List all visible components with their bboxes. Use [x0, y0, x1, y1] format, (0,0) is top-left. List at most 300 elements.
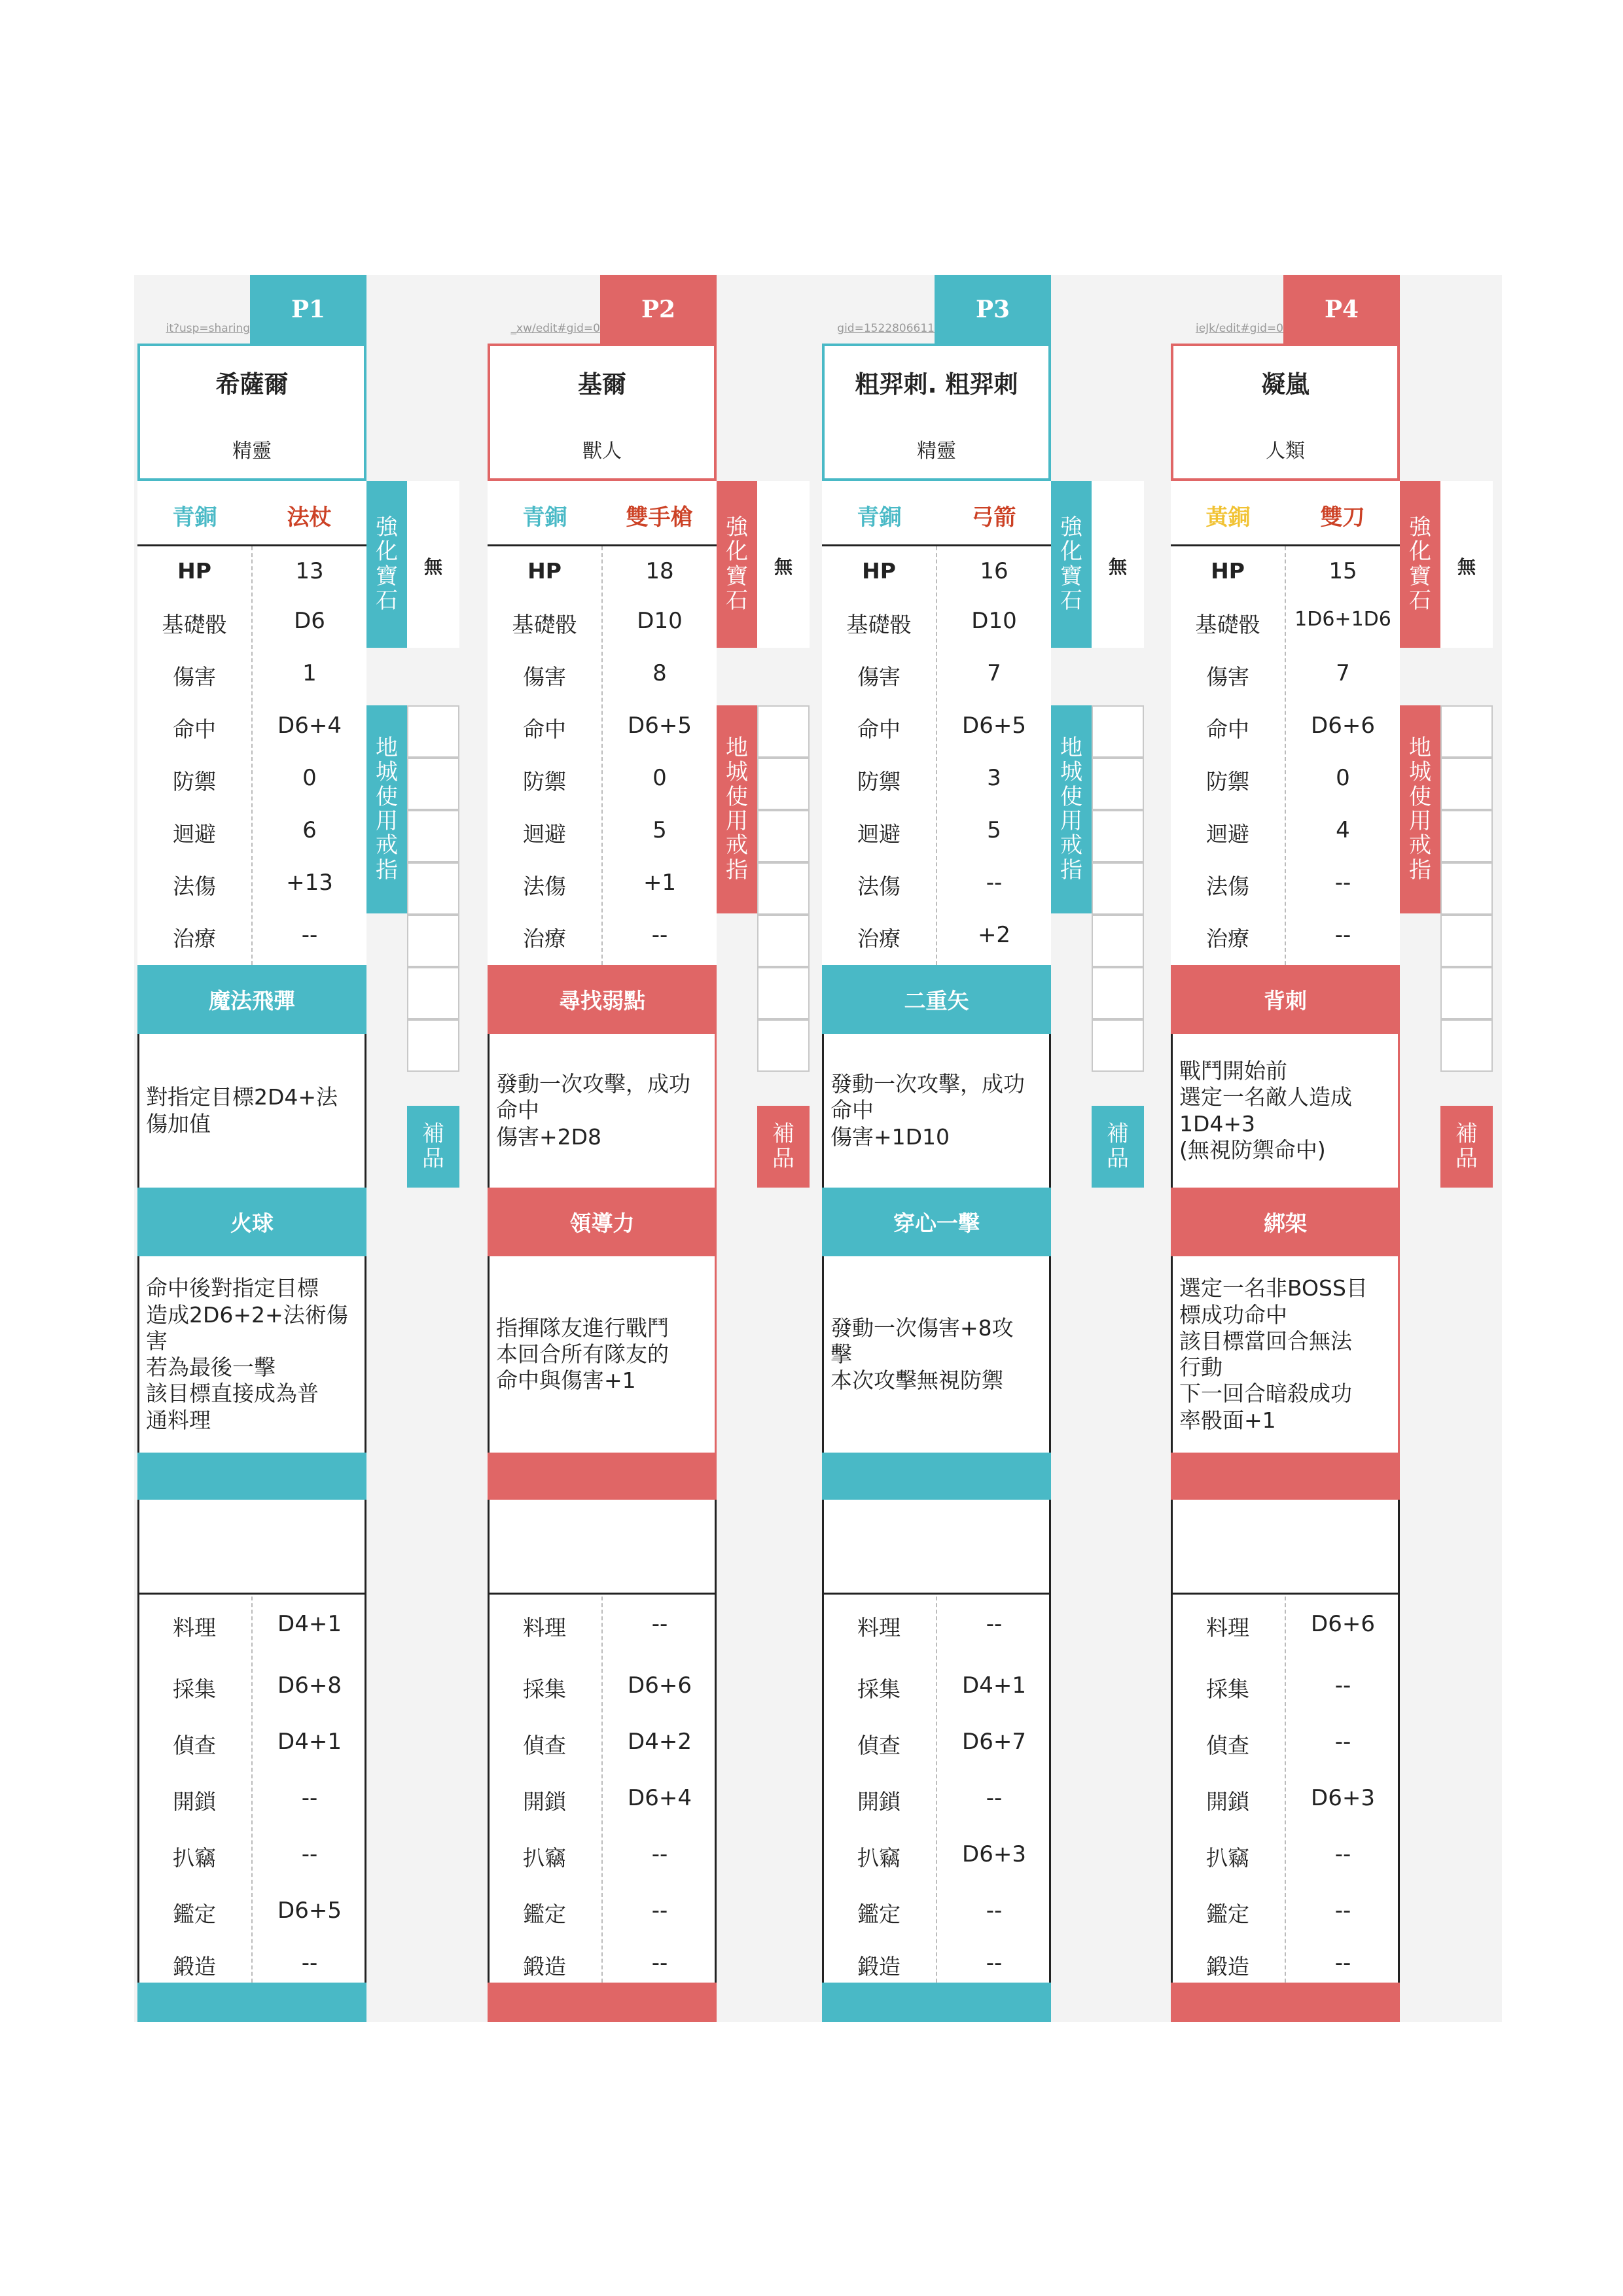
character-race: 獸人 [582, 440, 622, 463]
tier-weapon-row [137, 481, 366, 546]
tier-weapon-row [822, 481, 1051, 546]
ring-tab-char: 用 [726, 808, 748, 834]
ring-tab-char: 使 [376, 783, 398, 810]
supply-tab-char: 品 [1455, 1145, 1478, 1172]
stat-value: 5 [987, 817, 1001, 843]
ring-tab-char: 用 [1060, 808, 1082, 834]
craft-row [822, 1658, 1051, 1714]
gem-tab-char: 強 [1409, 514, 1431, 540]
skill-description: 選定一名非BOSS目 標成功命中 該目標當回合無法 行動 下一回合暗殺成功 率骰面+1 [1171, 1256, 1400, 1453]
craft-label: 偵查 [523, 1733, 566, 1758]
character-name: 希薩爾 [215, 370, 289, 398]
ring-tab [1400, 705, 1440, 913]
empty-skill-body [1171, 1500, 1400, 1595]
ring-slot[interactable] [407, 705, 459, 758]
craft-row [822, 1771, 1051, 1827]
gem-tab-char: 化 [376, 539, 398, 565]
stat-row-magic-dmg [137, 858, 366, 910]
stat-label: 傷害 [523, 664, 566, 690]
stat-label: 防禦 [173, 769, 216, 794]
ring-slot[interactable] [1440, 758, 1493, 810]
gem-tab-char: 石 [1060, 587, 1082, 614]
craft-row [488, 1771, 717, 1827]
ring-slot[interactable] [1092, 915, 1144, 967]
stat-row-hp [137, 546, 366, 599]
stat-row-magic-dmg [488, 858, 717, 910]
ring-tab-char: 戒 [726, 832, 748, 859]
craft-value: -- [986, 1785, 1003, 1811]
ring-slot[interactable] [757, 1019, 810, 1072]
craft-label: 扒竊 [523, 1845, 566, 1871]
stat-label: 迴避 [857, 821, 901, 847]
ring-slot[interactable] [1092, 1019, 1144, 1072]
stat-value: 5 [652, 817, 667, 843]
ring-tab-char: 指 [1060, 857, 1082, 883]
craft-value: D6+6 [628, 1672, 692, 1699]
player-tag: P3 [935, 275, 1051, 344]
craft-label: 扒竊 [857, 1845, 901, 1871]
stat-value: +13 [286, 870, 333, 896]
name-box [488, 344, 717, 481]
stat-row-evade [822, 805, 1051, 858]
craft-table [137, 1597, 366, 1996]
stat-label: 治療 [1206, 926, 1249, 951]
ring-tab-char: 用 [376, 808, 398, 834]
stat-value: D6+5 [962, 713, 1026, 739]
empty-skill-header [137, 1453, 366, 1500]
stat-row-evade [137, 805, 366, 858]
empty-skill-header [488, 1453, 717, 1500]
ring-tab-char: 地 [1060, 734, 1082, 761]
ring-slot[interactable] [407, 1019, 459, 1072]
craft-label: 偵查 [857, 1733, 901, 1758]
skill-name: 穿心一擊 [822, 1188, 1051, 1256]
character-name: 基爾 [578, 370, 626, 398]
craft-row [137, 1883, 366, 1939]
ring-slot[interactable] [1092, 705, 1144, 758]
craft-label: 料理 [1206, 1615, 1249, 1640]
ring-slot[interactable] [407, 810, 459, 862]
stat-row-base-die [1171, 596, 1400, 648]
craft-row [822, 1714, 1051, 1771]
gem-value: 無 [1440, 481, 1493, 648]
stat-label: 迴避 [523, 821, 566, 847]
stat-label: 命中 [1206, 716, 1249, 742]
craft-value: D6+6 [1311, 1611, 1375, 1637]
ring-tab-char: 用 [1409, 808, 1431, 834]
ring-tab-char: 戒 [376, 832, 398, 859]
sheet-link[interactable]: ieJk/edit#gid=0 [1195, 322, 1283, 335]
character-race: 精靈 [232, 440, 272, 463]
empty-skill-body [822, 1500, 1051, 1595]
ring-slot[interactable] [1092, 862, 1144, 915]
craft-value: D6+8 [277, 1672, 342, 1699]
stats-table [488, 546, 717, 965]
craft-value: -- [651, 1898, 668, 1924]
card-footer-bar [1171, 1983, 1400, 2022]
craft-value: D6+5 [277, 1898, 342, 1924]
craft-row [137, 1714, 366, 1771]
gem-tab-char: 化 [1409, 539, 1431, 565]
stat-label: 法傷 [173, 874, 216, 899]
stat-value: +2 [977, 922, 1011, 948]
stat-row-damage [137, 648, 366, 701]
stat-label: 防禦 [857, 769, 901, 794]
craft-value: -- [651, 1841, 668, 1867]
character-name: 粗羿刺. 粗羿刺 [855, 370, 1018, 398]
skill-name: 背刺 [1171, 965, 1400, 1034]
weapon-label: 弓箭 [971, 504, 1016, 531]
stat-value: 3 [987, 765, 1001, 791]
ring-slot[interactable] [757, 862, 810, 915]
stat-label: HP [177, 558, 211, 584]
ring-tab-char: 城 [726, 759, 748, 786]
gem-value: 無 [757, 481, 810, 648]
craft-row [822, 1827, 1051, 1883]
ring-slot[interactable] [1092, 810, 1144, 862]
craft-value: -- [986, 1950, 1003, 1976]
gem-tab-char: 化 [726, 539, 748, 565]
stat-row-hp [1171, 546, 1400, 599]
craft-value: -- [1334, 1672, 1351, 1699]
skill-description: 命中後對指定目標 造成2D6+2+法術傷 害 若為最後一擊 該目標直接成為普 通料理 [137, 1256, 366, 1453]
craft-row [1171, 1771, 1400, 1827]
craft-label: 鑑定 [1206, 1901, 1249, 1927]
craft-row [137, 1827, 366, 1883]
stat-row-defense [137, 753, 366, 805]
ring-tab-char: 地 [376, 734, 398, 761]
craft-row [488, 1883, 717, 1939]
character-name: 凝嵐 [1261, 370, 1310, 398]
craft-label: 開鎖 [173, 1789, 216, 1814]
ring-slot[interactable] [757, 705, 810, 758]
ring-slot[interactable] [757, 758, 810, 810]
skill-name: 二重矢 [822, 965, 1051, 1034]
craft-value: -- [301, 1950, 318, 1976]
craft-value: -- [1334, 1841, 1351, 1867]
supply-tab [407, 1106, 459, 1188]
stat-label: 治療 [857, 926, 901, 951]
skill-name: 尋找弱點 [488, 965, 717, 1034]
stat-label: 防禦 [1206, 769, 1249, 794]
stat-value: +1 [643, 870, 677, 896]
craft-label: 料理 [857, 1615, 901, 1640]
stat-value: 0 [1336, 765, 1350, 791]
skill-description: 戰鬥開始前 選定一名敵人造成 1D4+3 (無視防禦命中) [1171, 1034, 1400, 1188]
craft-value: -- [301, 1785, 318, 1811]
ring-tab-char: 使 [1060, 783, 1082, 810]
ring-slot[interactable] [757, 915, 810, 967]
supply-tab-char: 品 [1107, 1145, 1129, 1172]
stat-row-hit [1171, 701, 1400, 753]
ring-tab-char: 城 [1409, 759, 1431, 786]
craft-value: -- [651, 1611, 668, 1637]
stat-value: 6 [302, 817, 317, 843]
ring-tab [1051, 705, 1092, 913]
craft-row [1171, 1714, 1400, 1771]
stats-table [137, 546, 366, 965]
stat-row-damage [1171, 648, 1400, 701]
stat-label: 法傷 [523, 874, 566, 899]
stat-row-heal [1171, 910, 1400, 963]
stat-value: D10 [971, 608, 1017, 634]
ring-slot[interactable] [1440, 967, 1493, 1019]
craft-row [822, 1597, 1051, 1653]
empty-skill-header [822, 1453, 1051, 1500]
craft-label: 開鎖 [523, 1789, 566, 1814]
craft-value: -- [986, 1611, 1003, 1637]
craft-label: 鑑定 [857, 1901, 901, 1927]
stat-row-base-die [822, 596, 1051, 648]
craft-row [488, 1597, 717, 1653]
craft-row [488, 1714, 717, 1771]
stat-value: D6+5 [628, 713, 692, 739]
stat-value: D10 [637, 608, 683, 634]
craft-row [488, 1827, 717, 1883]
craft-label: 鍛造 [857, 1954, 901, 1979]
ring-tab-char: 地 [1409, 734, 1431, 761]
ring-tab-char: 指 [1409, 857, 1431, 883]
ring-slot[interactable] [1440, 705, 1493, 758]
skill-description: 發動一次攻擊，成功 命中 傷害+2D8 [488, 1034, 717, 1188]
stat-label: HP [862, 558, 896, 584]
ring-tab [366, 705, 407, 913]
stat-value: D6+4 [277, 713, 342, 739]
stat-row-base-die [137, 596, 366, 648]
craft-value: D4+1 [277, 1611, 342, 1637]
stat-row-damage [822, 648, 1051, 701]
ring-slot[interactable] [1092, 967, 1144, 1019]
ring-tab-char: 城 [376, 759, 398, 786]
ring-slot[interactable] [1440, 915, 1493, 967]
ring-slot[interactable] [407, 915, 459, 967]
supply-tab-char: 補 [1455, 1121, 1478, 1148]
sheet-link[interactable]: _xw/edit#gid=0 [510, 322, 600, 335]
ring-tab-char: 指 [726, 857, 748, 883]
stat-label: 命中 [173, 716, 216, 742]
ring-tab [717, 705, 757, 913]
stat-row-defense [822, 753, 1051, 805]
stat-label: 迴避 [1206, 821, 1249, 847]
name-box [822, 344, 1051, 481]
gem-tab [1400, 481, 1440, 648]
supply-tab-char: 補 [1107, 1121, 1129, 1148]
stat-label: 基礎骰 [512, 612, 577, 637]
supply-tab [1092, 1106, 1144, 1188]
stat-label: 命中 [857, 716, 901, 742]
supply-tab-char: 補 [422, 1121, 444, 1148]
stat-value: D6+6 [1311, 713, 1375, 739]
ring-slot[interactable] [1440, 862, 1493, 915]
ring-slot[interactable] [757, 810, 810, 862]
craft-label: 鍛造 [523, 1954, 566, 1979]
craft-value: D4+2 [628, 1729, 692, 1755]
skill-description: 對指定目標2D4+法 傷加值 [137, 1034, 366, 1188]
skill-name: 火球 [137, 1188, 366, 1256]
gem-tab-char: 化 [1060, 539, 1082, 565]
ring-tab-char: 戒 [1060, 832, 1082, 859]
craft-label: 採集 [1206, 1676, 1249, 1702]
card-footer-bar [822, 1983, 1051, 2022]
gem-tab-char: 強 [376, 514, 398, 540]
tier-label: 青銅 [172, 504, 217, 531]
tier-weapon-row [1171, 481, 1400, 546]
tier-label: 青銅 [522, 504, 567, 531]
weapon-label: 法杖 [287, 504, 332, 531]
stat-value: 8 [652, 660, 667, 686]
gem-tab-char: 寶 [1409, 563, 1431, 590]
skill-name: 魔法飛彈 [137, 965, 366, 1034]
card-footer-bar [488, 1983, 717, 2022]
gem-tab [717, 481, 757, 648]
stat-row-hit [488, 701, 717, 753]
ring-slot[interactable] [1440, 810, 1493, 862]
tier-label: 黃銅 [1205, 504, 1251, 531]
gem-tab-char: 石 [1409, 587, 1431, 614]
craft-value: D6+3 [1311, 1785, 1375, 1811]
ring-slot[interactable] [757, 967, 810, 1019]
craft-row [1171, 1597, 1400, 1653]
weapon-label: 雙手槍 [626, 504, 693, 531]
ring-tab-char: 地 [726, 734, 748, 761]
craft-label: 鍛造 [173, 1954, 216, 1979]
skill-description: 指揮隊友進行戰鬥 本回合所有隊友的 命中與傷害+1 [488, 1256, 717, 1453]
craft-value: D4+1 [962, 1672, 1026, 1699]
ring-slot[interactable] [407, 758, 459, 810]
craft-label: 開鎖 [857, 1789, 901, 1814]
card-footer-bar [137, 1983, 366, 2022]
craft-label: 偵查 [1206, 1733, 1249, 1758]
stat-label: 法傷 [1206, 874, 1249, 899]
sheet-link[interactable]: it?usp=sharing [166, 322, 250, 335]
gem-tab-char: 寶 [1060, 563, 1082, 590]
player-tag: P1 [250, 275, 366, 344]
craft-label: 偵查 [173, 1733, 216, 1758]
stat-value: 15 [1329, 558, 1357, 584]
stat-row-hit [822, 701, 1051, 753]
stat-value: -- [986, 870, 1003, 896]
craft-table [822, 1597, 1051, 1996]
stat-value: 16 [980, 558, 1008, 584]
stat-label: HP [527, 558, 562, 584]
ring-slot[interactable] [407, 967, 459, 1019]
ring-tab-char: 使 [726, 783, 748, 810]
ring-tab-char: 城 [1060, 759, 1082, 786]
stat-row-magic-dmg [1171, 858, 1400, 910]
craft-value: D4+1 [277, 1729, 342, 1755]
stat-row-hp [822, 546, 1051, 599]
craft-row [1171, 1658, 1400, 1714]
stat-value: 13 [295, 558, 324, 584]
stat-value: 7 [987, 660, 1001, 686]
ring-tab-char: 戒 [1409, 832, 1431, 859]
weapon-label: 雙刀 [1320, 504, 1365, 531]
craft-label: 料理 [523, 1615, 566, 1640]
craft-value: -- [1334, 1950, 1351, 1976]
craft-row [137, 1597, 366, 1653]
craft-row [137, 1771, 366, 1827]
supply-tab-char: 品 [422, 1145, 444, 1172]
ring-tab-char: 使 [1409, 783, 1431, 810]
stat-label: 治療 [173, 926, 216, 951]
ring-slot[interactable] [1440, 1019, 1493, 1072]
gem-tab-char: 石 [726, 587, 748, 614]
gem-tab-char: 寶 [726, 563, 748, 590]
gem-tab [366, 481, 407, 648]
stat-row-hit [137, 701, 366, 753]
craft-row [1171, 1827, 1400, 1883]
craft-value: -- [1334, 1898, 1351, 1924]
craft-value: -- [651, 1950, 668, 1976]
craft-value: -- [301, 1841, 318, 1867]
stat-value: -- [1334, 870, 1351, 896]
skill-name: 綁架 [1171, 1188, 1400, 1256]
character-card [137, 275, 366, 2022]
empty-skill-body [488, 1500, 717, 1595]
craft-label: 扒竊 [1206, 1845, 1249, 1871]
stat-value: 0 [302, 765, 317, 791]
stat-row-hp [488, 546, 717, 599]
stat-row-defense [1171, 753, 1400, 805]
tier-label: 青銅 [857, 504, 902, 531]
stat-label: 基礎骰 [1195, 612, 1260, 637]
craft-value: D6+4 [628, 1785, 692, 1811]
stat-value: 1 [302, 660, 317, 686]
skill-description: 發動一次傷害+8攻 擊 本次攻擊無視防禦 [822, 1256, 1051, 1453]
sheet-link[interactable]: gid=1522806611 [837, 322, 935, 335]
stat-label: 傷害 [173, 664, 216, 690]
ring-slot[interactable] [407, 862, 459, 915]
supply-tab-char: 補 [772, 1121, 794, 1148]
stat-value: 4 [1336, 817, 1350, 843]
stat-value: -- [651, 922, 668, 948]
skill-description: 發動一次攻擊，成功 命中 傷害+1D10 [822, 1034, 1051, 1188]
stat-label: 迴避 [173, 821, 216, 847]
gem-tab-char: 寶 [376, 563, 398, 590]
craft-row [488, 1658, 717, 1714]
supply-tab [1440, 1106, 1493, 1188]
character-card [822, 275, 1051, 2022]
player-tag: P4 [1283, 275, 1400, 344]
stat-label: 法傷 [857, 874, 901, 899]
name-box [137, 344, 366, 481]
character-race: 精靈 [917, 440, 956, 463]
stat-row-heal [822, 910, 1051, 963]
stat-label: 治療 [523, 926, 566, 951]
gem-tab-char: 強 [726, 514, 748, 540]
stat-label: 防禦 [523, 769, 566, 794]
stat-row-heal [137, 910, 366, 963]
empty-skill-header [1171, 1453, 1400, 1500]
player-tag: P2 [600, 275, 717, 344]
craft-label: 鑑定 [523, 1901, 566, 1927]
craft-value: -- [986, 1898, 1003, 1924]
character-card [1171, 275, 1400, 2022]
gem-tab [1051, 481, 1092, 648]
character-race: 人類 [1266, 440, 1305, 463]
stat-row-evade [488, 805, 717, 858]
craft-label: 採集 [173, 1676, 216, 1702]
ring-slot[interactable] [1092, 758, 1144, 810]
craft-table [1171, 1597, 1400, 1996]
craft-label: 料理 [173, 1615, 216, 1640]
stat-label: 命中 [523, 716, 566, 742]
craft-row [1171, 1883, 1400, 1939]
stat-value: -- [1334, 922, 1351, 948]
craft-label: 扒竊 [173, 1845, 216, 1871]
stat-label: 基礎骰 [162, 612, 227, 637]
stats-table [1171, 546, 1400, 965]
